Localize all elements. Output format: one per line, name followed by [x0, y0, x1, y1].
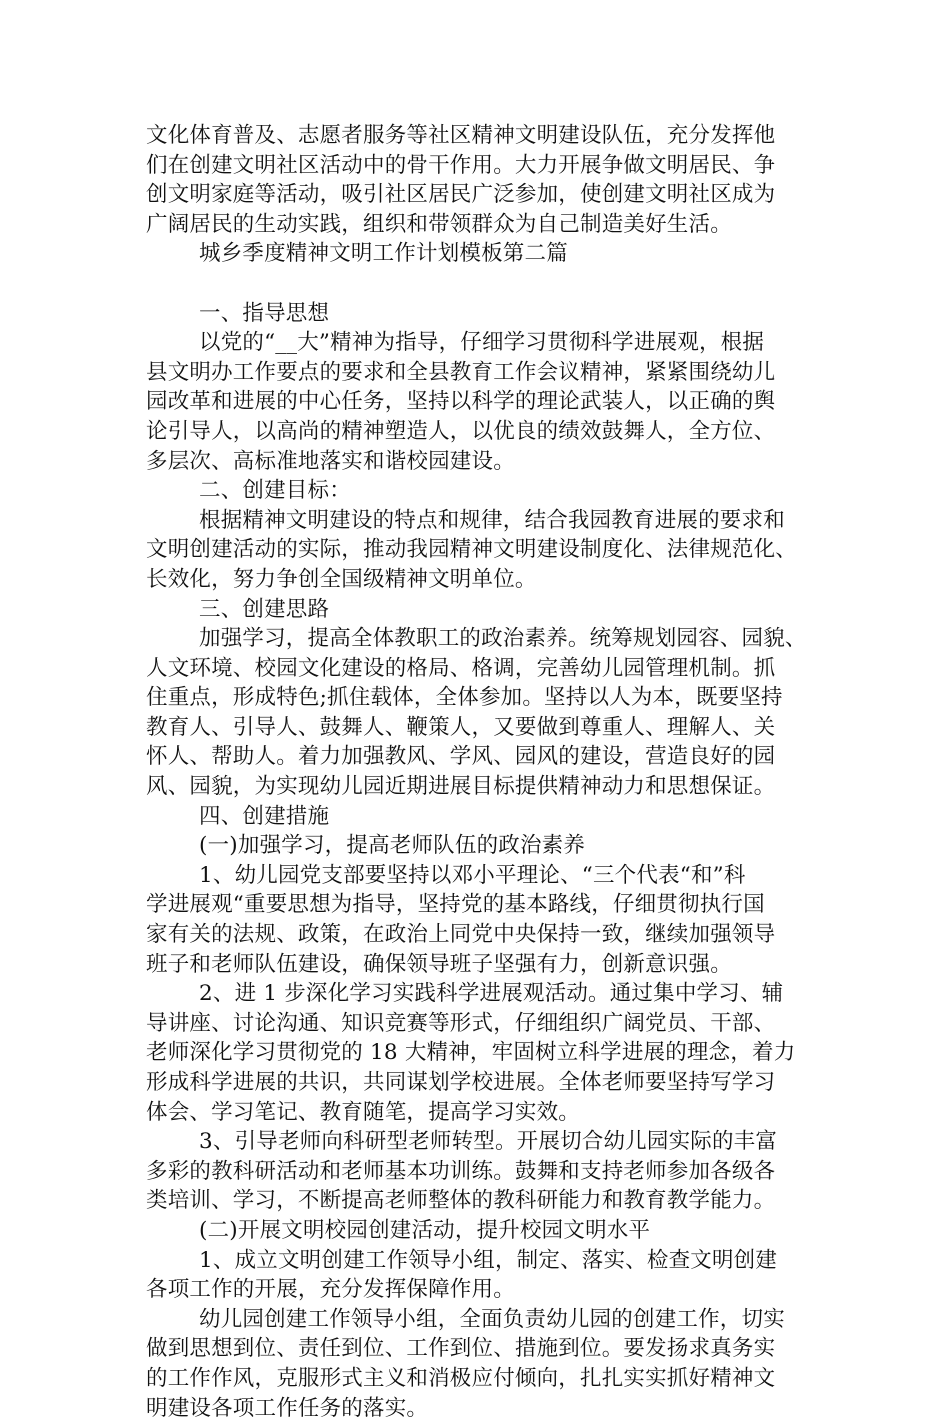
text-line: 怀人、帮助人。着力加强教风、学风、园风的建设，营造良好的园 — [146, 744, 776, 770]
text-line: 幼儿园创建工作领导小组，全面负责幼儿园的创建工作，切实 — [199, 1306, 785, 1332]
text-line: 城乡季度精神文明工作计划模板第二篇 — [199, 241, 568, 267]
text-line: 论引导人，以高尚的精神塑造人，以优良的绩效鼓舞人，全方位、 — [146, 418, 776, 444]
text-line: 创文明家庭等活动，吸引社区居民广泛参加，使创建文明社区成为 — [146, 182, 776, 208]
text-line: 三、创建思路 — [199, 596, 330, 622]
text-line: 根据精神文明建设的特点和规律，结合我园教育进展的要求和 — [199, 507, 785, 533]
text-line: 导讲座、讨论沟通、知识竞赛等形式，仔细组织广阔党员、干部、 — [146, 1010, 776, 1036]
text-line: 二、创建目标： — [199, 478, 351, 504]
text-line: 们在创建文明社区活动中的骨干作用。大力开展争做文明居民、争 — [146, 152, 776, 178]
text-line: 2、进 1 步深化学习实践科学进展观活动。通过集中学习、辅 — [199, 981, 784, 1007]
text-line: 体会、学习笔记、教育随笔，提高学习实效。 — [146, 1099, 581, 1125]
text-line: 文明创建活动的实际，推动我园精神文明建设制度化、法律规范化、 — [146, 537, 798, 563]
text-line: 家有关的法规、政策，在政治上同党中央保持一致，继续加强领导 — [146, 922, 776, 948]
text-line: 形成科学进展的共识，共同谋划学校进展。全体老师要坚持写学习 — [146, 1070, 776, 1095]
text-line: 加强学习，提高全体教职工的政治素养。统筹规划园容、园貌、 — [199, 626, 807, 652]
text-line: 以党的“__大”精神为指导，仔细学习贯彻科学进展观，根据 — [199, 330, 765, 356]
text-line: 类培训、学习，不断提高老师整体的教科研能力和教育教学能力。 — [146, 1188, 776, 1214]
text-line: 园改革和进展的中心任务，坚持以科学的理论武装人，以正确的舆 — [146, 389, 776, 415]
text-line: 的工作作风，克服形式主义和消极应付倾向，扎扎实实抓好精神文 — [146, 1365, 776, 1391]
text-line: 人文环境、校园文化建设的格局、格调，完善幼儿园管理机制。抓 — [146, 655, 776, 681]
text-line: (二)开展文明校园创建活动，提升校园文明水平 — [199, 1217, 651, 1243]
text-line: 老师深化学习贯彻党的 18 大精神，牢固树立科学进展的理念，着力 — [146, 1040, 796, 1066]
text-line: (一)加强学习，提高老师队伍的政治素养 — [199, 833, 586, 859]
text-line: 一、指导思想 — [199, 300, 330, 326]
text-line: 3、引导老师向科研型老师转型。开展切合幼儿园实际的丰富 — [199, 1129, 778, 1155]
text-line: 县文明办工作要点的要求和全县教育工作会议精神，紧紧围绕幼儿 — [146, 359, 776, 385]
text-line: 各项工作的开展，充分发挥保障作用。 — [146, 1277, 515, 1303]
text-line: 1、幼儿园党支部要坚持以邓小平理论、“三个代表“和”科 — [199, 862, 746, 888]
text-line: 班子和老师队伍建设，确保领导班子坚强有力，创新意识强。 — [146, 951, 732, 977]
text-line: 风、园貌，为实现幼儿园近期进展目标提供精神动力和思想保证。 — [146, 774, 776, 800]
text-line: 明建设各项工作任务的落实。 — [146, 1395, 429, 1421]
text-line: 住重点，形成特色;抓住载体，全体参加。坚持以人为本，既要坚持 — [146, 685, 783, 711]
text-line: 长效化，努力争创全国级精神文明单位。 — [146, 566, 537, 592]
text-line: 多层次、高标准地落实和谐校园建设。 — [146, 448, 515, 474]
text-line: 文化体育普及、志愿者服务等社区精神文明建设队伍，充分发挥他 — [146, 123, 776, 148]
text-line: 做到思想到位、责任到位、工作到位、措施到位。要发扬求真务实 — [146, 1336, 776, 1362]
text-line: 多彩的教科研活动和老师基本功训练。鼓舞和支持老师参加各级各 — [146, 1158, 776, 1184]
document-body — [146, 121, 826, 1423]
text-line: 四、创建措施 — [199, 803, 330, 829]
blank-line — [146, 269, 826, 299]
text-line: 1、成立文明创建工作领导小组，制定、落实、检查文明创建 — [199, 1247, 778, 1273]
text-line: 教育人、引导人、鼓舞人、鞭策人，又要做到尊重人、理解人、关 — [146, 714, 776, 740]
text-line: 广阔居民的生动实践，组织和带领群众为自己制造美好生活。 — [146, 211, 732, 237]
text-line: 学进展观“重要思想为指导，坚持党的基本路线，仔细贯彻执行国 — [146, 892, 765, 918]
